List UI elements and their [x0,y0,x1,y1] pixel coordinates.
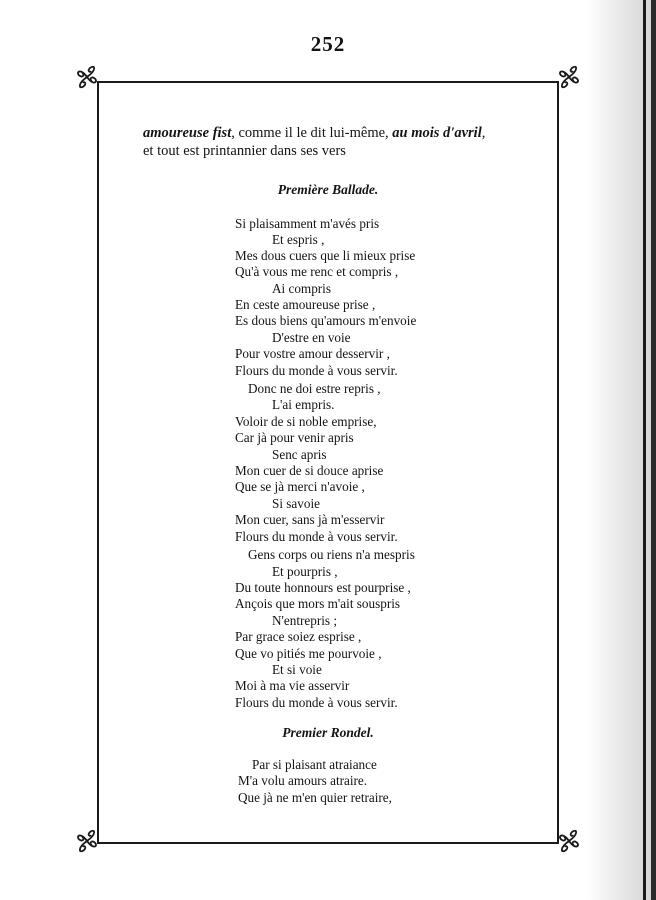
verse-line: Par grace soiez esprise , [235,629,362,644]
verse-line: Senc apris [272,447,327,462]
verse-line: Mes dous cuers que li mieux prise [235,248,416,263]
verse-line: Ai compris [272,281,331,296]
verse-line: Et espris , [272,232,325,247]
verse-line: Que jà ne m'en quier retraire, [238,790,392,805]
verse-line: Gens corps ou riens n'a mespris [248,547,415,562]
verse-line: En ceste amoureuse prise , [235,297,376,312]
verse-line: Voloir de si noble emprise, [235,414,377,429]
verse-line: Mon cuer de si douce aprise [235,463,384,478]
intro-emphasis: au mois d'avril [392,125,482,141]
intro-line-2: et tout est printannier dans ses vers [143,143,346,159]
verse-line: Et pourpris , [272,564,338,579]
verse-line: Mon cuer, sans jà m'esservir [235,512,385,527]
intro-emphasis: amoureuse fist [143,125,232,141]
book-spine-line [643,0,646,900]
verse-line: Du toute honnours est pourprise , [235,580,411,595]
verse-line: Qu'à vous me renc et compris , [235,264,399,279]
verse-line: Et si voie [272,662,322,677]
verse-line: Par si plaisant atraiance [252,757,377,772]
verse-line: M'a volu amours atraire. [238,773,368,788]
verse-line: Flours du monde à vous servir. [235,363,398,378]
verse-line: L'ai empris. [272,397,335,412]
rondel-title: Premier Rondel. [282,725,374,740]
corner-ornament-icon [74,64,100,90]
intro-line-1 [143,125,485,141]
verse-line: Que se jà merci n'avoie , [235,479,365,494]
verse-line: Flours du monde à vous servir. [235,529,398,544]
corner-ornament-icon [74,828,100,854]
verse-line: N'entrepris ; [272,613,337,628]
verse-line: Ançois que mors m'ait souspris [235,596,401,611]
corner-ornament-icon [556,828,582,854]
verse-line: Car jà pour venir apris [235,430,354,445]
corner-ornament-icon [556,64,582,90]
page-number: 252 [310,32,346,56]
intro-text: , [481,125,486,141]
verse-line: Pour vostre amour desservir , [235,346,390,361]
verse-line: Si savoie [272,496,320,511]
intro-text: , comme il le dit lui-même, [231,125,389,141]
verse-line: Flours du monde à vous servir. [235,695,398,710]
verse-line: Si plaisamment m'avés pris [235,216,380,231]
verse-line: Moi à ma vie asservir [235,678,350,693]
verse-line: D'estre en voie [272,330,351,345]
ballade-title: Première Ballade. [277,182,379,197]
verse-line: Que vo pitiés me pourvoie , [235,646,382,661]
verse-line: Es dous biens qu'amours m'envoie [235,313,417,328]
verse-line: Donc ne doi estre repris , [248,381,381,396]
book-spine-edge [651,0,656,900]
